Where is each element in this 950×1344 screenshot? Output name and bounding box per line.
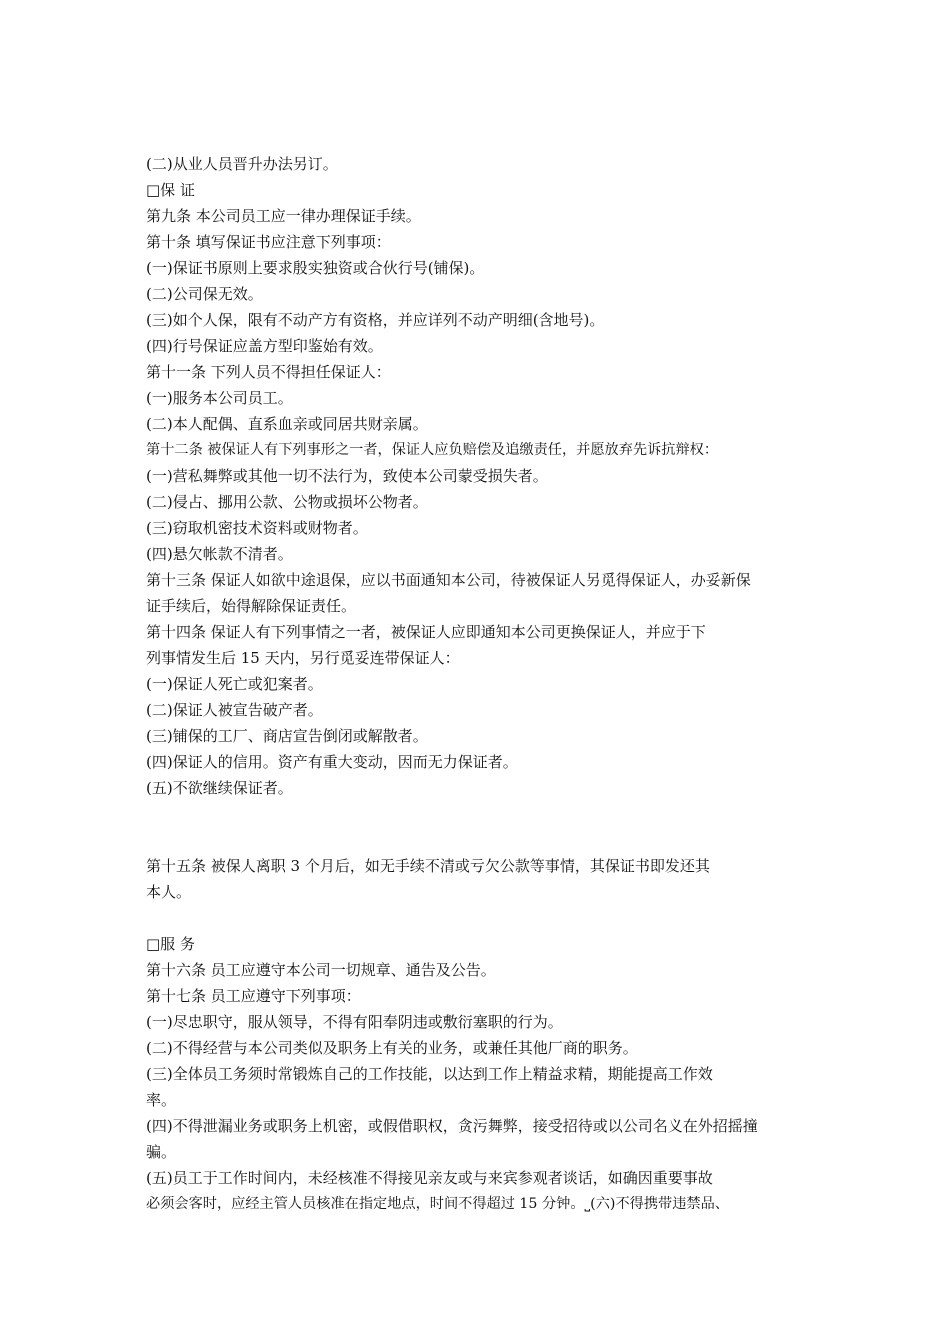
text-line: (三)全体员工务须时常锻炼自己的工作技能，以达到工作上精益求精，期能提高工作效: [146, 1065, 713, 1083]
text-line: (五)员工于工作时间内，未经核准不得接见亲友或与来宾参观者谈话，如确因重要事故: [146, 1169, 713, 1187]
text-line: 第十三条 保证人如欲中途退保，应以书面通知本公司，待被保证人另觅得保证人，办妥新保: [146, 571, 751, 589]
text-line: 第十七条 员工应遵守下列事项：: [146, 987, 361, 1005]
text-line: (一)保证人死亡或犯案者。: [146, 675, 323, 693]
text-line: (一)保证书原则上要求殷实独资或合伙行号(铺保)。: [146, 259, 485, 277]
text-line: (一)营私舞弊或其他一切不法行为，致使本公司蒙受损失者。: [146, 467, 548, 485]
text-line: 证手续后，始得解除保证责任。: [146, 597, 357, 615]
text-line: (五)不欲继续保证者。: [146, 779, 293, 797]
text-line: 第九条 本公司员工应一律办理保证手续。: [146, 207, 421, 225]
text-line: 第十六条 员工应遵守本公司一切规章、通告及公告。: [146, 961, 496, 979]
text-line: 第十四条 保证人有下列事情之一者，被保证人应即通知本公司更换保证人，并应于下: [146, 623, 706, 641]
text-line: 第十二条 被保证人有下列事形之一者，保证人应负赔偿及追缴责任，并愿放弃先诉抗辩权：: [146, 442, 719, 458]
text-line: (二)公司保无效。: [146, 285, 263, 303]
text-line: (二)本人配偶、直系血亲或同居共财亲属。: [146, 415, 428, 433]
text-line: (四)不得泄漏业务或职务上机密，或假借职权，贪污舞弊，接受招待或以公司名义在外招摇撞: [146, 1117, 758, 1135]
text-line: (二)不得经营与本公司类似及职务上有关的业务，或兼任其他厂商的职务。: [146, 1039, 638, 1057]
text-line: 率。: [146, 1091, 177, 1109]
text-line: (一)服务本公司员工。: [146, 389, 293, 407]
text-line: (一)尽忠职守，服从领导，不得有阳奉阴违或敷衍塞职的行为。: [146, 1013, 563, 1031]
text-line: 第十条 填写保证书应注意下列事项：: [146, 233, 391, 251]
text-line: (二)侵占、挪用公款、公物或损坏公物者。: [146, 493, 428, 511]
text-line: (四)行号保证应盖方型印鉴始有效。: [146, 337, 383, 355]
text-line: 第十一条 下列人员不得担任保证人：: [146, 363, 391, 381]
text-line: (二)保证人被宣告破产者。: [146, 701, 323, 719]
text-line: (四)悬欠帐款不清者。: [146, 545, 293, 563]
text-line: (二)从业人员晋升办法另订。: [146, 155, 338, 173]
section-heading-service: □服 务: [146, 935, 195, 953]
text-line: 本人。: [146, 883, 192, 901]
text-line: (三)如个人保，限有不动产方有资格，并应详列不动产明细(含地号)。: [146, 311, 605, 329]
section-heading-guarantee: □保 证: [146, 181, 195, 199]
text-line: 第十五条 被保人离职 3 个月后，如无手续不清或亏欠公款等事情，其保证书即发还其: [146, 857, 710, 875]
text-line: 列事情发生后 15 天内，另行觅妥连带保证人：: [146, 649, 460, 667]
text-line: 骗。: [146, 1143, 177, 1161]
text-line: (四)保证人的信用。资产有重大变动，因而无力保证者。: [146, 753, 518, 771]
text-line: (三)铺保的工厂、商店宣告倒闭或解散者。: [146, 727, 428, 745]
text-line: 必须会客时，应经主管人员核准在指定地点，时间不得超过 15 分钟。⎵(六)不得携带违禁品、: [146, 1196, 729, 1212]
text-line: (三)窃取机密技术资料或财物者。: [146, 519, 368, 537]
